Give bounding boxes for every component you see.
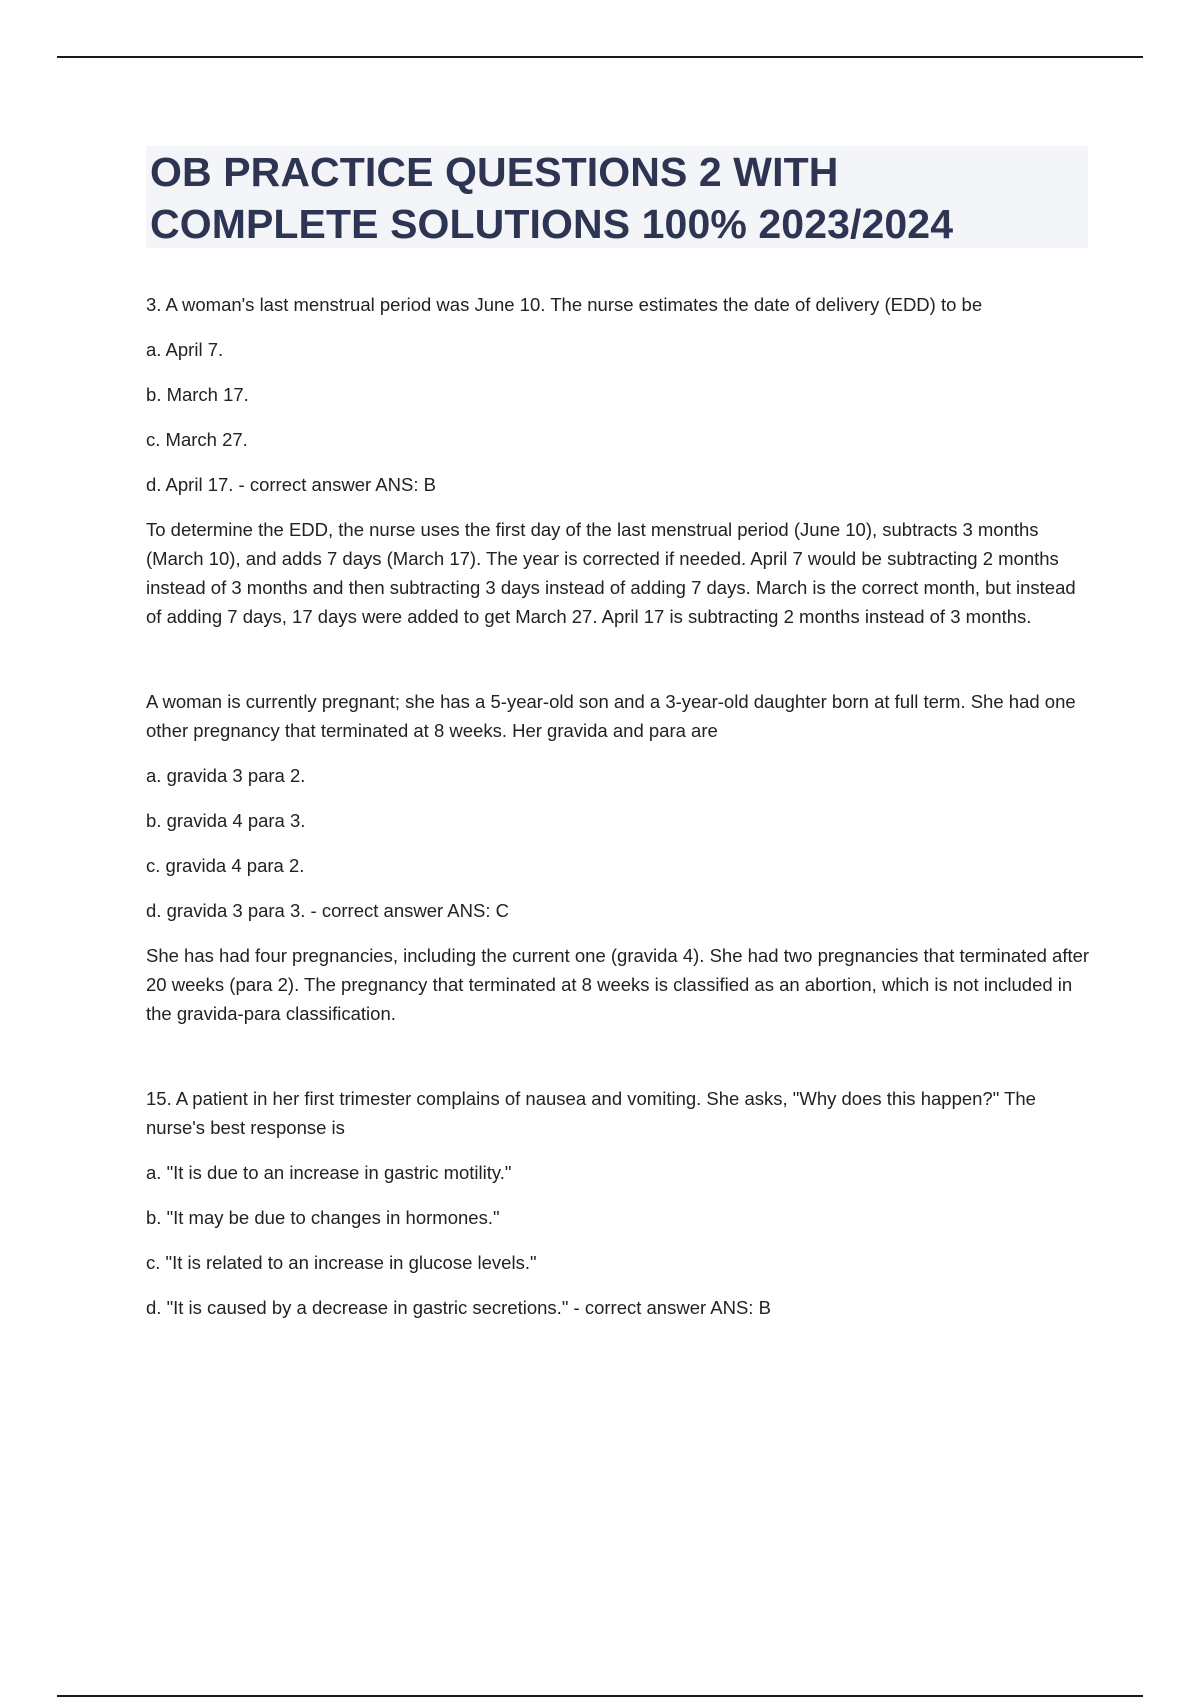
document-title: [150, 146, 1084, 250]
answer-option-a: a. gravida 3 para 2.: [146, 765, 306, 786]
answer-option-b: b. "It may be due to changes in hormones.": [146, 1207, 500, 1228]
answer-option-d: d. "It is caused by a decrease in gastric secretions." - correct answer ANS: B: [146, 1297, 771, 1318]
title-line-2: COMPLETE SOLUTIONS 100% 2023/2024: [150, 201, 954, 247]
document-body: [146, 290, 1091, 1338]
answer-option-a: a. April 7.: [146, 339, 224, 360]
footer-rule: [57, 1695, 1143, 1697]
answer-option-c: c. March 27.: [146, 429, 248, 450]
title-line-1: OB PRACTICE QUESTIONS 2 WITH: [150, 149, 839, 195]
answer-option-b: b. gravida 4 para 3.: [146, 810, 306, 831]
title-banner: [146, 146, 1088, 248]
question-stem: 15. A patient in her first trimester complains of nausea and vomiting. She asks, "Why does this happen?" The nurse's best response is: [146, 1088, 1036, 1138]
question-block-2: [146, 687, 1091, 1028]
question-block-3: [146, 1084, 1091, 1322]
answer-rationale: To determine the EDD, the nurse uses the first day of the last menstrual period (June 10), subtracts 3 months (March 10), and adds 7 days (March 17). The year is corrected if needed. April 7 would be subtracting 2 months instead of 3 months and then subtracting 3 days instead of adding 7 days. March is the correct month, but instead of adding 7 days, 17 days were added to get March 27. April 17 is subtracting 2 months instead of 3 months.: [146, 519, 1076, 627]
question-stem: 3. A woman's last menstrual period was June 10. The nurse estimates the date of delivery (EDD) to be: [146, 294, 983, 315]
question-stem: A woman is currently pregnant; she has a 5-year-old son and a 3-year-old daughter born at full term. She had one other pregnancy that terminated at 8 weeks. Her gravida and para are: [146, 691, 1076, 741]
answer-option-d: d. gravida 3 para 3. - correct answer ANS: C: [146, 900, 509, 921]
answer-option-a: a. "It is due to an increase in gastric motility.": [146, 1162, 512, 1183]
answer-option-c: c. gravida 4 para 2.: [146, 855, 305, 876]
answer-option-b: b. March 17.: [146, 384, 249, 405]
answer-rationale: She has had four pregnancies, including the current one (gravida 4). She had two pregnancies that terminated after 20 weeks (para 2). The pregnancy that terminated at 8 weeks is classified as an abortion, which is not included in the gravida-para classification.: [146, 945, 1090, 1024]
header-rule: [57, 56, 1143, 58]
answer-option-c: c. "It is related to an increase in glucose levels.": [146, 1252, 537, 1273]
answer-option-d: d. April 17. - correct answer ANS: B: [146, 474, 436, 495]
question-block-1: [146, 290, 1091, 631]
